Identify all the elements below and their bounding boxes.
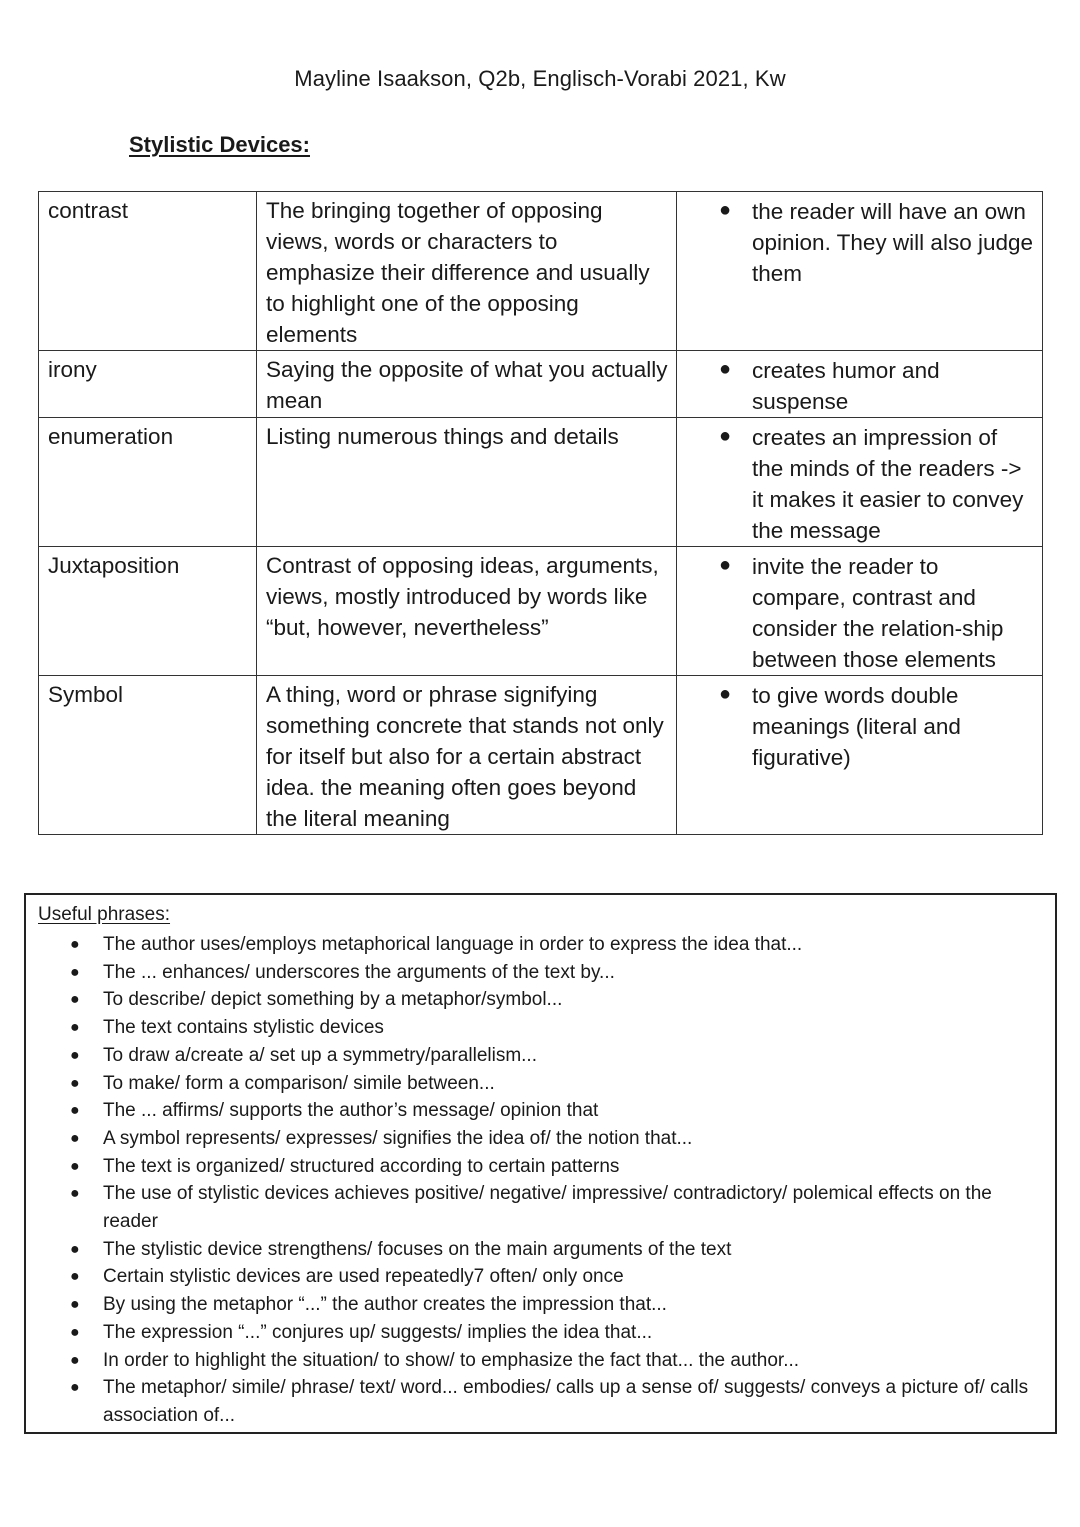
phrase-text: To describe/ depict something by a metaphor/symbol...: [103, 989, 563, 1011]
phrase-text: The author uses/employs metaphorical language in order to express the idea that...: [103, 934, 803, 955]
bullet-icon: ●: [70, 1240, 80, 1258]
list-item: [26, 931, 1056, 959]
phrase-text: To make/ form a comparison/ simile between...: [103, 1072, 495, 1094]
device-effect-text: creates humor and suspense: [752, 358, 940, 414]
useful-phrases-list: [26, 931, 1056, 1430]
phrase-text: The ... affirms/ supports the author’s message/ opinion that: [103, 1100, 599, 1122]
useful-phrases-title: Useful phrases:: [38, 904, 171, 925]
bullet-icon: ●: [70, 1323, 80, 1341]
bullet-icon: ●: [70, 991, 80, 1009]
bullet-icon: ●: [70, 963, 80, 981]
device-effect-text: creates an impression of the minds of the readers -> it makes it easier to convey the message: [752, 425, 1024, 543]
list-item: [26, 1153, 1056, 1181]
list-item: [26, 1125, 1056, 1153]
list-item: [26, 1014, 1056, 1042]
device-definition: Contrast of opposing ideas, arguments, views, mostly introduced by words like “but, however, nevertheless”: [257, 547, 677, 676]
phrase-text: The metaphor/ simile/ phrase/ text/ word... embodies/ calls up a sense of/ suggests/ conveys a picture of/ calls association of...: [103, 1377, 1029, 1426]
device-effect-text: invite the reader to compare, contrast and consider the relation-ship between those elements: [752, 554, 1004, 672]
device-effect: [677, 418, 1043, 547]
list-item: [26, 1180, 1056, 1235]
bullet-icon: ●: [719, 358, 732, 380]
bullet-icon: ●: [70, 1296, 80, 1314]
list-item: [26, 1263, 1056, 1291]
table-row: [39, 351, 1043, 418]
bullet-icon: ●: [70, 1129, 80, 1147]
list-item: [26, 1097, 1056, 1125]
bullet-icon: ●: [719, 554, 732, 576]
bullet-icon: ●: [70, 1268, 80, 1286]
device-definition: Saying the opposite of what you actually mean: [257, 351, 677, 418]
bullet-icon: ●: [70, 1046, 80, 1064]
phrase-text: A symbol represents/ expresses/ signifies the idea of/ the notion that...: [103, 1127, 693, 1149]
list-item: [26, 1070, 1056, 1098]
phrase-text: The text is organized/ structured according to certain patterns: [103, 1155, 620, 1177]
table-row: [39, 192, 1043, 351]
phrase-text: The stylistic device strengthens/ focuses on the main arguments of the text: [103, 1238, 732, 1260]
section-title: Stylistic Devices:: [129, 132, 310, 157]
list-item: [26, 986, 1056, 1014]
bullet-icon: ●: [70, 1379, 80, 1397]
bullet-icon: ●: [719, 683, 732, 705]
bullet-icon: ●: [719, 425, 732, 447]
bullet-icon: ●: [719, 199, 732, 221]
device-effect: [677, 192, 1043, 351]
useful-phrases-box: [24, 893, 1057, 1434]
phrase-text: The text contains stylistic devices: [103, 1017, 384, 1039]
phrase-text: The use of stylistic devices achieves positive/ negative/ impressive/ contradictory/ polemical effects on the reader: [103, 1183, 992, 1233]
phrase-text: By using the metaphor “...” the author creates the impression that...: [103, 1294, 667, 1316]
bullet-icon: ●: [70, 936, 80, 953]
phrase-text: Certain stylistic devices are used repeatedly7 often/ only once: [103, 1266, 624, 1288]
list-item: [26, 959, 1056, 987]
list-item: [26, 1374, 1056, 1429]
device-effect: [677, 676, 1043, 835]
device-term: Juxtaposition: [39, 547, 257, 676]
phrase-text: In order to highlight the situation/ to show/ to emphasize the fact that... the author...: [103, 1349, 800, 1371]
table-row: [39, 676, 1043, 835]
list-item: [26, 1347, 1056, 1375]
phrase-text: The expression “...” conjures up/ suggests/ implies the idea that...: [103, 1321, 653, 1343]
bullet-icon: ●: [70, 1019, 80, 1037]
device-effect: [677, 547, 1043, 676]
phrase-text: The ... enhances/ underscores the arguments of the text by...: [103, 961, 615, 983]
device-term: contrast: [39, 192, 257, 351]
device-definition: A thing, word or phrase signifying something concrete that stands not only for itself but also for a certain abstract idea. the meaning often goes beyond the literal meaning: [257, 676, 677, 835]
bullet-icon: ●: [70, 1102, 80, 1120]
device-effect: [677, 351, 1043, 418]
bullet-icon: ●: [70, 1351, 80, 1369]
device-term: enumeration: [39, 418, 257, 547]
list-item: [26, 1042, 1056, 1070]
device-definition: The bringing together of opposing views, words or characters to emphasize their difference and usually to highlight one of the opposing elements: [257, 192, 677, 351]
device-effect-text: to give words double meanings (literal and figurative): [752, 683, 961, 770]
device-definition: Listing numerous things and details: [257, 418, 677, 547]
list-item: [26, 1236, 1056, 1264]
table-row: [39, 547, 1043, 676]
stylistic-devices-table: [38, 191, 1043, 835]
bullet-icon: ●: [70, 1157, 80, 1175]
list-item: [26, 1319, 1056, 1347]
page-header: Mayline Isaakson, Q2b, Englisch-Vorabi 2021, Kw: [294, 66, 786, 91]
table-row: [39, 418, 1043, 547]
bullet-icon: ●: [70, 1185, 80, 1203]
phrase-text: To draw a/create a/ set up a symmetry/parallelism...: [103, 1044, 537, 1066]
device-term: Symbol: [39, 676, 257, 835]
list-item: [26, 1291, 1056, 1319]
device-term: irony: [39, 351, 257, 418]
device-effect-text: the reader will have an own opinion. They will also judge them: [752, 199, 1034, 286]
bullet-icon: ●: [70, 1074, 80, 1092]
